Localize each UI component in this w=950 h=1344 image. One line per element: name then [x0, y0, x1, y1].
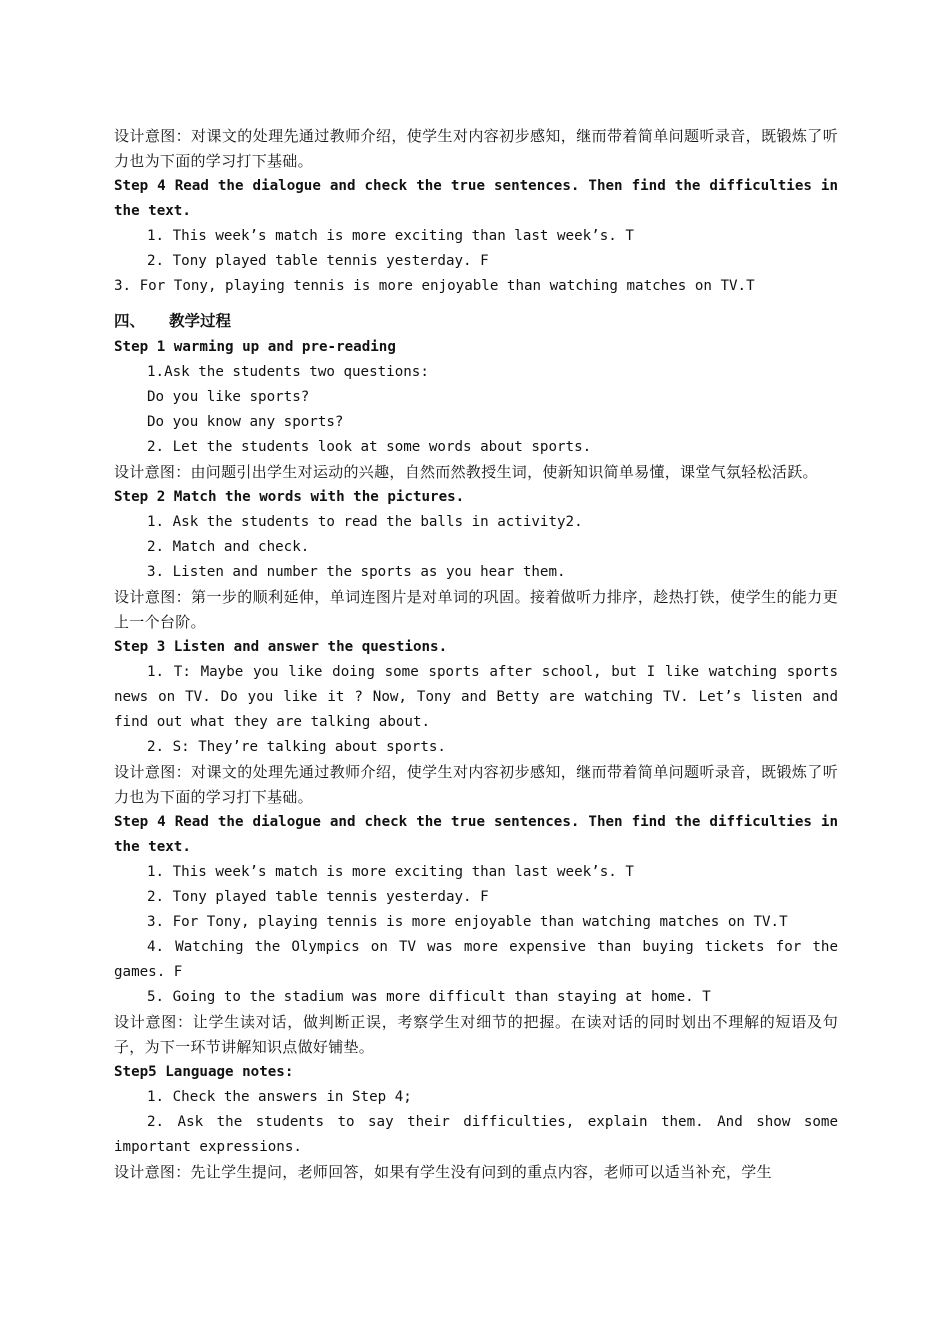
section-four-heading [114, 307, 838, 335]
step2-line-1: 1. Ask the students to read the balls in activity2. [147, 514, 583, 530]
step1-line-1: 1.Ask the students two questions: [147, 364, 429, 380]
step4-line-5: 5. Going to the stadium was more difficult than staying at home. T [147, 989, 711, 1005]
step3-design-note: 设计意图：对课文的处理先通过教师介绍，使学生对内容初步感知，继而带着简单问题听录音，既锻炼了听力也为下面的学习打下基础。 [114, 763, 838, 806]
top-item-1: 1. This week’s match is more exciting than last week’s. T [147, 228, 634, 244]
step4-line-4: 4. Watching the Olympics on TV was more expensive than buying tickets for the games. F [114, 939, 838, 980]
step1-design-note: 设计意图：由问题引出学生对运动的兴趣，自然而然教授生词，使新知识简单易懂，课堂气氛轻松活跃。 [114, 463, 818, 481]
step3-title: Step 3 Listen and answer the questions. [114, 639, 448, 655]
step2-line-3: 3. Listen and number the sports as you hear them. [147, 564, 566, 580]
step4-design-note: 设计意图：让学生读对话，做判断正误，考察学生对细节的把握。在读对话的同时划出不理解的短语及句子，为下一环节讲解知识点做好铺垫。 [114, 1013, 838, 1056]
step5-title: Step5 Language notes: [114, 1064, 294, 1080]
section-number: 四、 [114, 312, 146, 330]
section-title: 教学过程 [169, 312, 232, 330]
step4-line-1: 1. This week’s match is more exciting than last week’s. T [147, 864, 634, 880]
step2-line-2: 2. Match and check. [147, 539, 310, 555]
step4-title: Step 4 Read the dialogue and check the true sentences. Then find the difficulties in the text. [114, 814, 838, 855]
step5-design-note: 设计意图：先让学生提问，老师回答，如果有学生没有问到的重点内容，老师可以适当补充，学生 [114, 1163, 772, 1181]
step4-line-2: 2. Tony played table tennis yesterday. F [147, 889, 489, 905]
top-item-3: 3. For Tony, playing tennis is more enjoyable than watching matches on TV.T [114, 278, 755, 294]
step3-line-2: 2. S: They’re talking about sports. [147, 739, 446, 755]
step2-title: Step 2 Match the words with the pictures. [114, 489, 465, 505]
step5-line-1: 1. Check the answers in Step 4; [147, 1089, 412, 1105]
design-note-top: 设计意图：对课文的处理先通过教师介绍，使学生对内容初步感知，继而带着简单问题听录音，既锻炼了听力也为下面的学习打下基础。 [114, 127, 838, 170]
step4-title-top: Step 4 Read the dialogue and check the true sentences. Then find the difficulties in the text. [114, 178, 838, 219]
step4-line-3: 3. For Tony, playing tennis is more enjoyable than watching matches on TV.T [147, 914, 788, 930]
step1-line-2: Do you like sports? [147, 389, 310, 405]
step3-line-1: 1. T: Maybe you like doing some sports after school, but I like watching sports news on TV. Do you like it ? Now, Tony and Betty are watching TV. Let’s listen and find out what they are talking about. [114, 664, 838, 730]
step5-line-2: 2. Ask the students to say their difficulties, explain them. And show some important expressions. [114, 1114, 838, 1155]
step1-line-3: Do you know any sports? [147, 414, 344, 430]
top-item-2: 2. Tony played table tennis yesterday. F [147, 253, 489, 269]
document-page [114, 124, 838, 1185]
step1-line-4: 2. Let the students look at some words about sports. [147, 439, 592, 455]
step2-design-note: 设计意图：第一步的顺利延伸，单词连图片是对单词的巩固。接着做听力排序，趁热打铁，使学生的能力更上一个台阶。 [114, 588, 838, 631]
step1-title: Step 1 warming up and pre-reading [114, 339, 396, 355]
